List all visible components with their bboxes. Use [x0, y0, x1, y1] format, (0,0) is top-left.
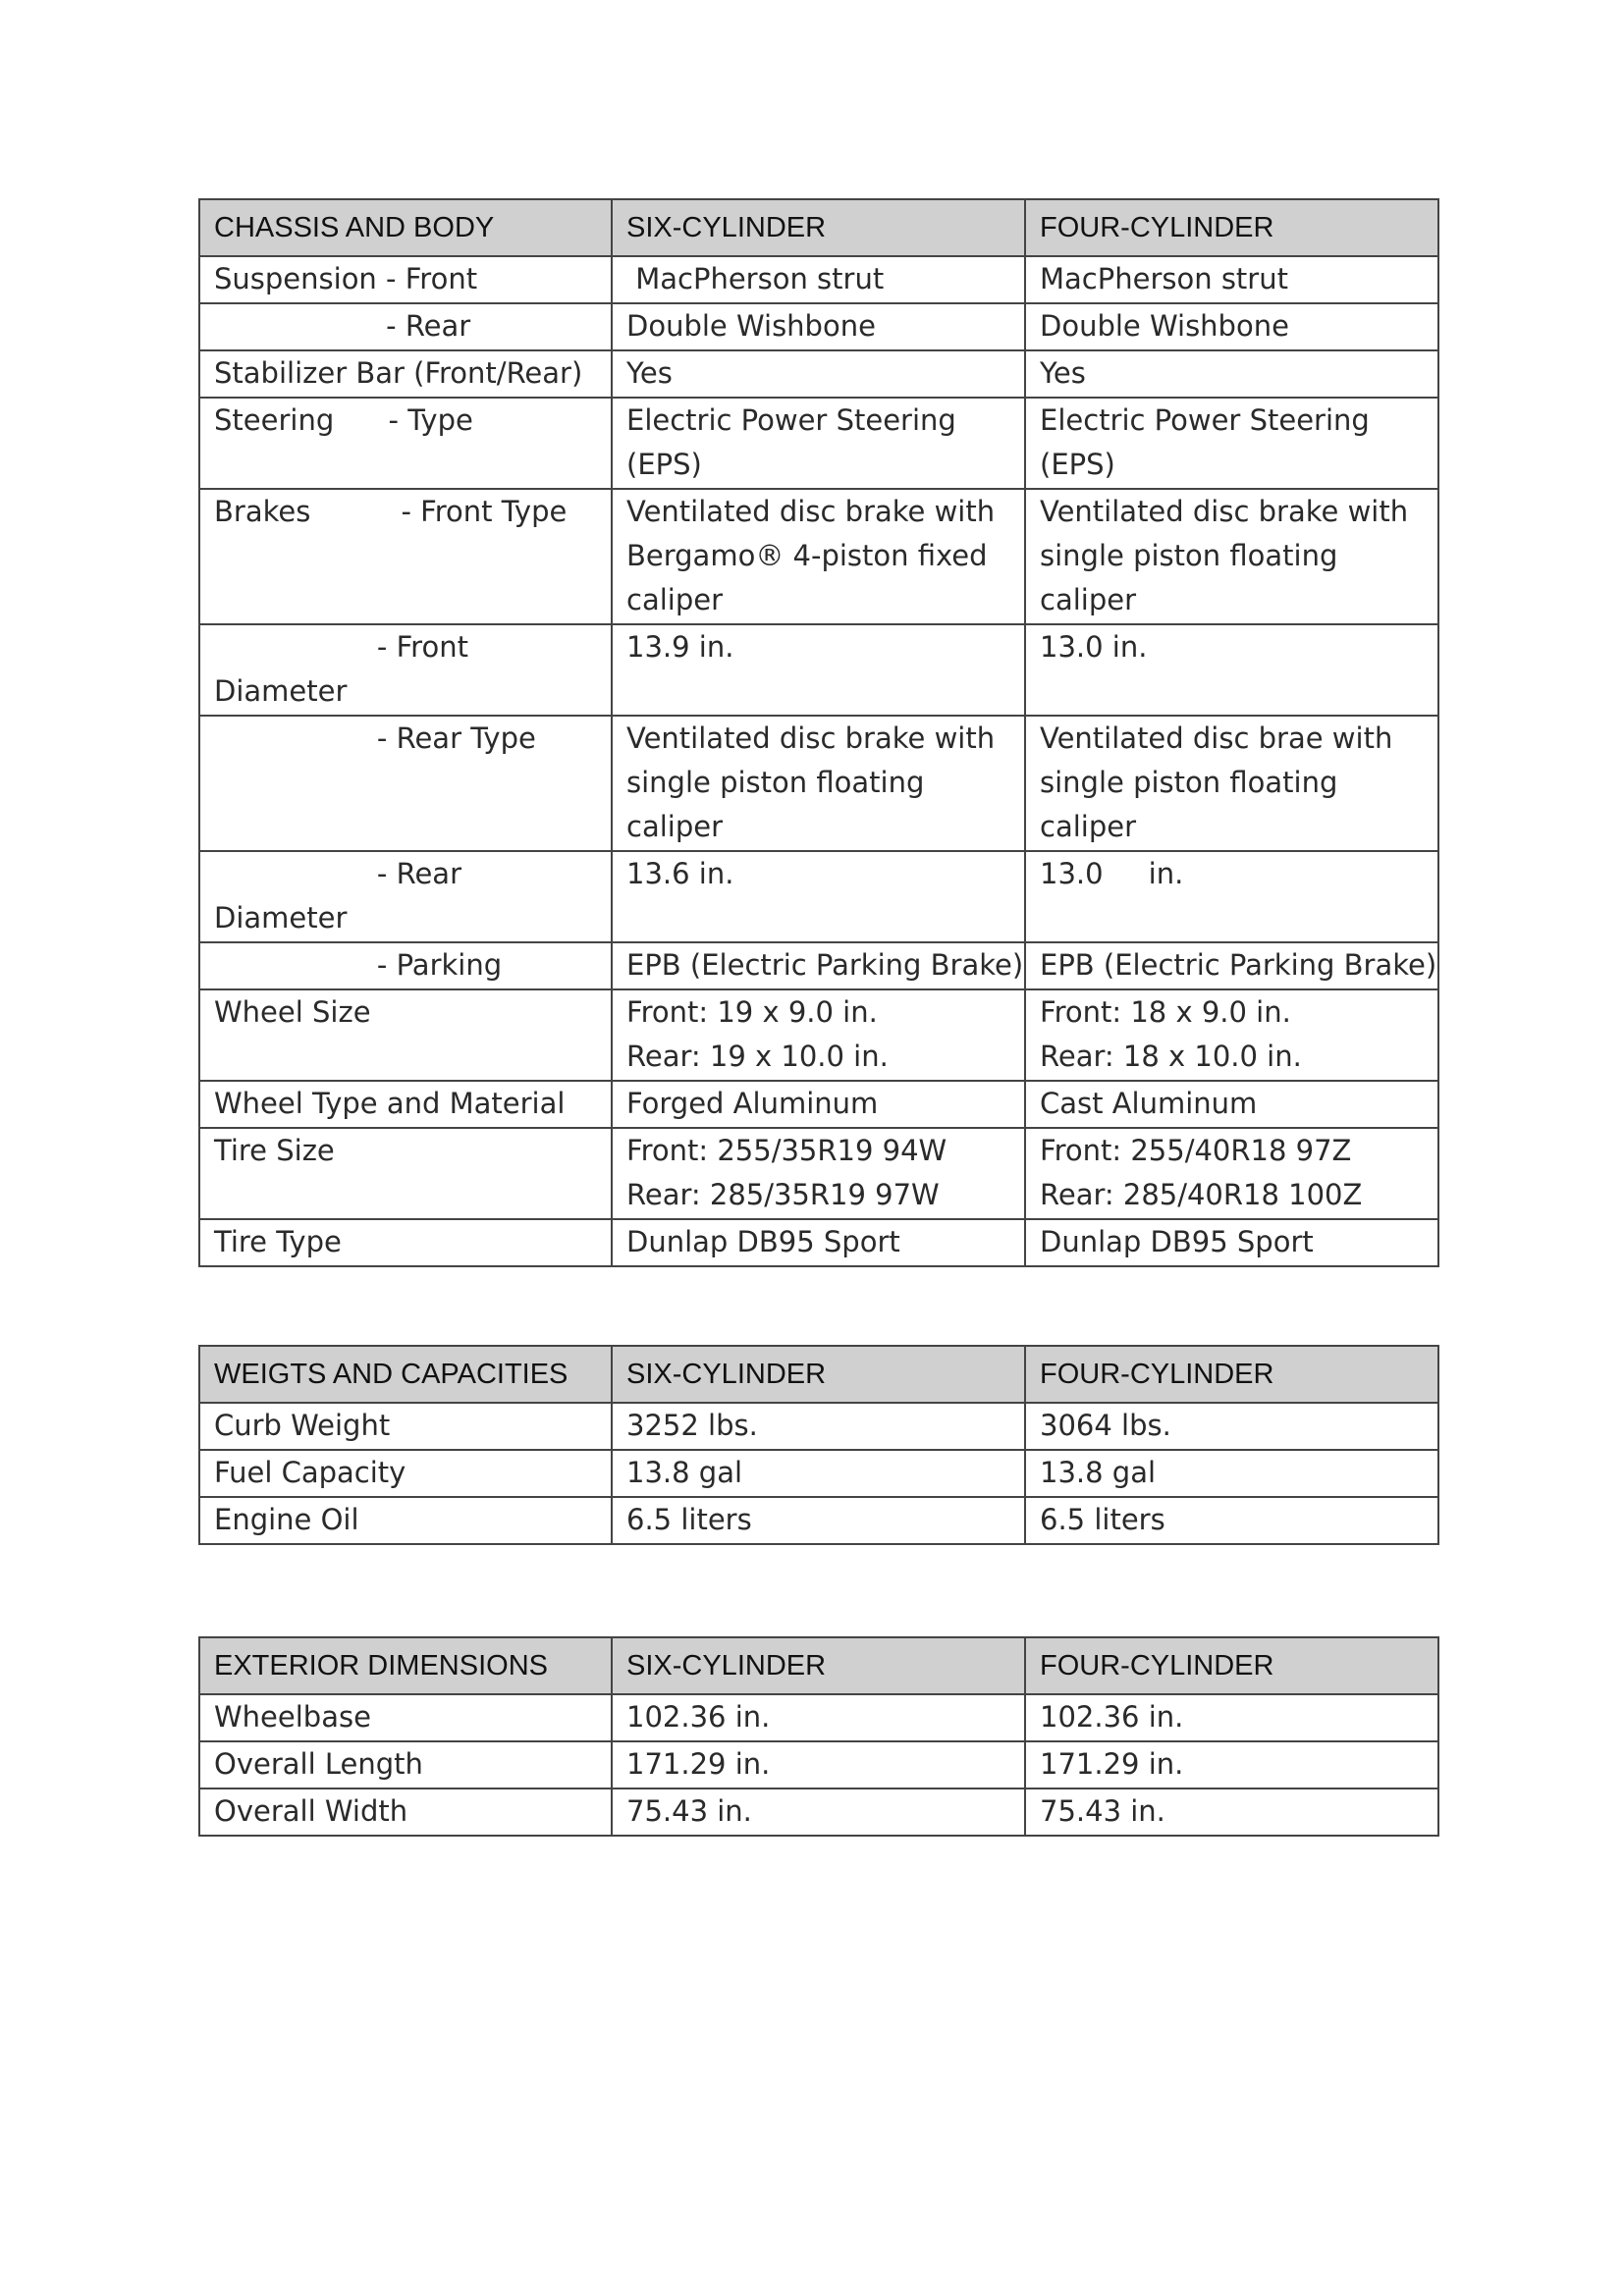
four-cylinder-value: 171.29 in.	[1025, 1741, 1438, 1789]
six-cylinder-value: Ventilated disc brake with single piston floating caliper	[612, 716, 1025, 851]
table-row	[199, 256, 1438, 303]
column-header-four-cylinder: FOUR-CYLINDER	[1025, 1637, 1438, 1694]
table-row	[199, 1219, 1438, 1266]
four-cylinder-value: Double Wishbone	[1025, 303, 1438, 350]
row-label: - Parking	[199, 942, 612, 989]
table-row	[199, 398, 1438, 489]
table-row	[199, 989, 1438, 1081]
table-row	[199, 1450, 1438, 1497]
section-header: WEIGTS AND CAPACITIES	[199, 1346, 612, 1403]
section-header: CHASSIS AND BODY	[199, 199, 612, 256]
four-cylinder-value: Ventilated disc brae with single piston floating caliper	[1025, 716, 1438, 851]
six-cylinder-value: 3252 lbs.	[612, 1403, 1025, 1450]
six-cylinder-value: 171.29 in.	[612, 1741, 1025, 1789]
table-row	[199, 851, 1438, 942]
column-header-six-cylinder: SIX-CYLINDER	[612, 199, 1025, 256]
exterior-dimensions-table	[198, 1636, 1439, 1837]
table-row	[199, 350, 1438, 398]
table-row	[199, 1081, 1438, 1128]
six-cylinder-value: 75.43 in.	[612, 1789, 1025, 1836]
four-cylinder-value: 102.36 in.	[1025, 1694, 1438, 1741]
row-label: Tire Type	[199, 1219, 612, 1266]
six-cylinder-value: 13.9 in.	[612, 624, 1025, 716]
six-cylinder-value: 13.8 gal	[612, 1450, 1025, 1497]
row-label: Stabilizer Bar (Front/Rear)	[199, 350, 612, 398]
six-cylinder-value: Front: 19 x 9.0 in. Rear: 19 x 10.0 in.	[612, 989, 1025, 1081]
six-cylinder-value: Forged Aluminum	[612, 1081, 1025, 1128]
column-header-six-cylinder: SIX-CYLINDER	[612, 1637, 1025, 1694]
six-cylinder-value: MacPherson strut	[612, 256, 1025, 303]
four-cylinder-value: Front: 255/40R18 97Z Rear: 285/40R18 100Z	[1025, 1128, 1438, 1219]
row-label: Engine Oil	[199, 1497, 612, 1544]
six-cylinder-value: 13.6 in.	[612, 851, 1025, 942]
table-row	[199, 1128, 1438, 1219]
four-cylinder-value: 6.5 liters	[1025, 1497, 1438, 1544]
table-row	[199, 716, 1438, 851]
chassis-and-body-table	[198, 198, 1439, 1267]
row-label: - Rear Diameter	[199, 851, 612, 942]
four-cylinder-value: Ventilated disc brake with single piston floating caliper	[1025, 489, 1438, 624]
four-cylinder-value: Electric Power Steering (EPS)	[1025, 398, 1438, 489]
six-cylinder-value: EPB (Electric Parking Brake)	[612, 942, 1025, 989]
four-cylinder-value: 75.43 in.	[1025, 1789, 1438, 1836]
four-cylinder-value: 3064 lbs.	[1025, 1403, 1438, 1450]
four-cylinder-value: 13.0 in.	[1025, 624, 1438, 716]
row-label: Steering - Type	[199, 398, 612, 489]
row-label: Suspension - Front	[199, 256, 612, 303]
six-cylinder-value: Front: 255/35R19 94W Rear: 285/35R19 97W	[612, 1128, 1025, 1219]
row-label: Fuel Capacity	[199, 1450, 612, 1497]
table-header-row	[199, 1346, 1438, 1403]
table-row	[199, 1789, 1438, 1836]
column-header-four-cylinder: FOUR-CYLINDER	[1025, 199, 1438, 256]
six-cylinder-value: 6.5 liters	[612, 1497, 1025, 1544]
row-label: Wheel Size	[199, 989, 612, 1081]
row-label: Curb Weight	[199, 1403, 612, 1450]
column-header-four-cylinder: FOUR-CYLINDER	[1025, 1346, 1438, 1403]
six-cylinder-value: Double Wishbone	[612, 303, 1025, 350]
table-row	[199, 624, 1438, 716]
row-label: - Rear Type	[199, 716, 612, 851]
row-label: Wheelbase	[199, 1694, 612, 1741]
four-cylinder-value: 13.8 gal	[1025, 1450, 1438, 1497]
four-cylinder-value: Dunlap DB95 Sport	[1025, 1219, 1438, 1266]
table-row	[199, 1741, 1438, 1789]
six-cylinder-value: Ventilated disc brake with Bergamo® 4-piston fixed caliper	[612, 489, 1025, 624]
row-label: Tire Size	[199, 1128, 612, 1219]
four-cylinder-value: Yes	[1025, 350, 1438, 398]
table-row	[199, 489, 1438, 624]
table-row	[199, 1497, 1438, 1544]
six-cylinder-value: Dunlap DB95 Sport	[612, 1219, 1025, 1266]
table-row	[199, 1403, 1438, 1450]
table-header-row	[199, 199, 1438, 256]
row-label: Wheel Type and Material	[199, 1081, 612, 1128]
row-label: Overall Length	[199, 1741, 612, 1789]
weights-and-capacities-table	[198, 1345, 1439, 1545]
row-label: Brakes - Front Type	[199, 489, 612, 624]
section-header: EXTERIOR DIMENSIONS	[199, 1637, 612, 1694]
column-header-six-cylinder: SIX-CYLINDER	[612, 1346, 1025, 1403]
four-cylinder-value: MacPherson strut	[1025, 256, 1438, 303]
table-row	[199, 1694, 1438, 1741]
four-cylinder-value: Front: 18 x 9.0 in. Rear: 18 x 10.0 in.	[1025, 989, 1438, 1081]
table-row	[199, 303, 1438, 350]
four-cylinder-value: EPB (Electric Parking Brake)	[1025, 942, 1438, 989]
table-row	[199, 942, 1438, 989]
six-cylinder-value: Yes	[612, 350, 1025, 398]
row-label: - Rear	[199, 303, 612, 350]
row-label: Overall Width	[199, 1789, 612, 1836]
row-label: - Front Diameter	[199, 624, 612, 716]
six-cylinder-value: Electric Power Steering (EPS)	[612, 398, 1025, 489]
four-cylinder-value: Cast Aluminum	[1025, 1081, 1438, 1128]
six-cylinder-value: 102.36 in.	[612, 1694, 1025, 1741]
table-header-row	[199, 1637, 1438, 1694]
four-cylinder-value: 13.0 in.	[1025, 851, 1438, 942]
